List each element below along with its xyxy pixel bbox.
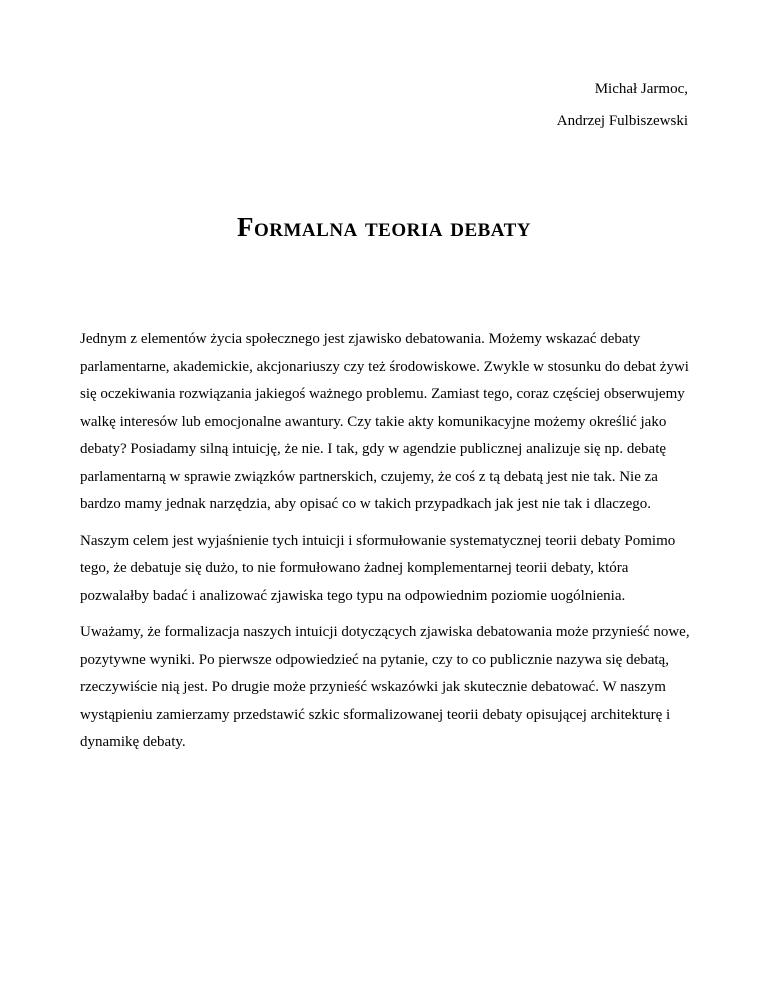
author-list (557, 80, 688, 131)
body-paragraph: Jednym z elementów życia społecznego jest zjawisko debatowania. Możemy wskazać debaty parlamentarne, akademickie, akcjonariuszy czy też środowiskowe. Zwykle w stosunku do debat żywi się oczekiwania rozwiązania jakiegoś ważnego problemu. Zamiast tego, coraz częściej obserwujemy walkę interesów lub emocjonalne awantury. Czy takie akty komunikacyjne możemy określić jako debaty? Posiadamy silną intuicję, że nie. I tak, gdy w agendzie publicznej analizuje się np. debatę parlamentarną w sprawie związków partnerskich, czujemy, że coś z tą debatą jest nie tak. Nie za bardzo mamy jednak narzędzia, aby opisać co w takich przypadkach jak jest nie tak i dlaczego. (80, 331, 689, 512)
document-body (80, 326, 700, 766)
author-name: Michał Jarmoc, (594, 81, 688, 97)
author-name: Andrzej Fulbiszewski (556, 113, 688, 129)
body-paragraph: Uważamy, że formalizacja naszych intuicji dotyczących zjawiska debatowania może przynieść nowe, pozytywne wyniki. Po pierwsze odpowiedzieć na pytanie, czy to co publicznie nazywa się debatą, rzeczywiście nią jest. Po drugie może przynieść wskazówki jak skutecznie debatować. W naszym wystąpieniu zamierzamy przedstawić szkic sformalizowanej teorii debaty opisującej architekturę i dynamikę debaty. (80, 624, 690, 750)
body-paragraph: Naszym celem jest wyjaśnienie tych intuicji i sformułowanie systematycznej teorii debaty Pomimo tego, że debatuje się dużo, to nie formułowano żadnej komplementarnej teorii debaty, która pozwalałby badać i analizować zjawiska tego typu na odpowiednim poziomie uogólnienia. (80, 532, 676, 604)
document-title: Formalna teoria debaty (237, 212, 531, 242)
